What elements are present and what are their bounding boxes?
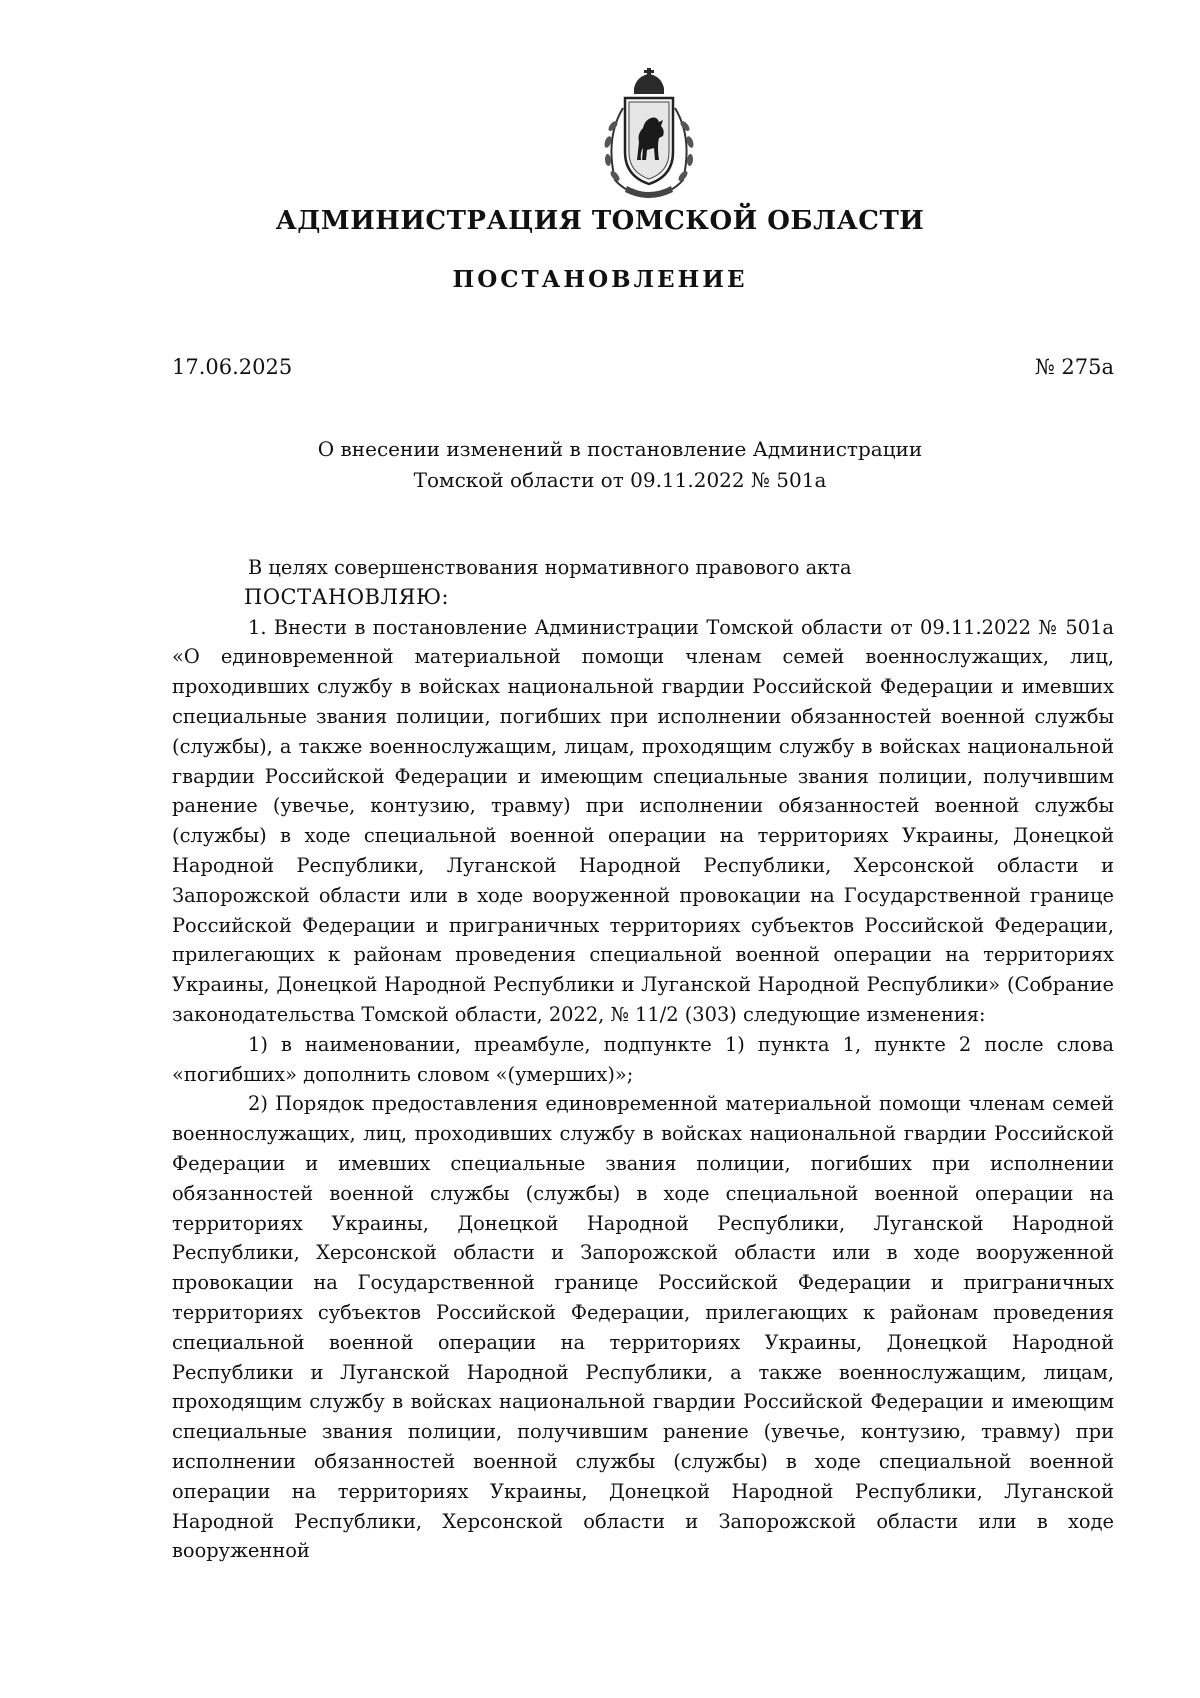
subject-line-2: Томской области от 09.11.2022 № 501а [413,468,827,492]
organization-title: АДМИНИСТРАЦИЯ ТОМСКОЙ ОБЛАСТИ [275,206,925,236]
coat-of-arms-icon [593,68,705,202]
item-1-subitem-1-paragraph: 1) в наименовании, преамбуле, подпункте 1) пункта 1, пункте 2 после слова «погибших» дополнить словом «(умерших)»; [172,1032,1114,1086]
document-number: № 275а [1034,355,1114,379]
subject-line-1: О внесении изменений в постановление Администрации [317,437,923,461]
document-type-title: ПОСТАНОВЛЕНИЕ [452,266,748,293]
item-1-paragraph: 1. Внести в постановление Администрации Томской области от 09.11.2022 № 501а «О единовременной материальной помощи членам семей военнослужащих, лиц, проходивших службу в войсках национальной гвардии Российской Федерации и имевших специальные звания полиции, погибших при исполнении обязанностей военной службы (службы), а также военнослужащим, лицам, проходящим службу в войсках национальной гвардии Российской Федерации и имеющим специальные звания полиции, получившим ранение (увечье, контузию, травму) при исполнении обязанностей военной службы (службы) в ходе специальной военной операции на территориях Украины, Донецкой Народной Республики, Луганской Народной Республики, Херсонской области и Запорожской области или в ходе вооруженной провокации на Государственной границе Российской Федерации и приграничных территориях субъектов Российской Федерации, прилегающих к районам проведения специальной военной операции на территориях Украины, Донецкой Народной Республики и Луганской Народной Республики» (Собрание законодательства Томской области, 2022, № 11/2 (303) следующие изменения: [172,615,1114,1026]
document-date: 17.06.2025 [172,355,293,379]
item-1-subitem-2-paragraph: 2) Порядок предоставления единовременной материальной помощи членам семей военнослужащих, лиц, проходивших службу в войсках национальной гвардии Российской Федерации и имевших специальные звания полиции, погибших при исполнении обязанностей военной службы (службы) в ходе специальной военной операции на территориях Украины, Донецкой Народной Республики, Луганской Народной Республики, Херсонской области и Запорожской области или в ходе вооруженной провокации на Государственной границе Российской Федерации и приграничных территориях субъектов Российской Федерации, прилегающих к районам проведения специальной военной операции на территориях Украины, Донецкой Народной Республики и Луганской Народной Республики, а также военнослужащим, лицам, проходящим службу в войсках национальной гвардии Российской Федерации и имеющим специальные звания полиции, получившим ранение (увечье, контузию, травму) при исполнении обязанностей военной службы (службы) в ходе специальной военной операции на территориях Украины, Донецкой Народной Республики, Луганской Народной Республики, Херсонской области и Запорожской области или в ходе вооруженной [172,1092,1114,1563]
preamble-paragraph: В целях совершенствования нормативного правового акта [248,556,852,579]
document-subject [230,434,1010,496]
document-body [172,553,1114,1566]
decree-heading: ПОСТАНОВЛЯЮ: [244,584,450,609]
